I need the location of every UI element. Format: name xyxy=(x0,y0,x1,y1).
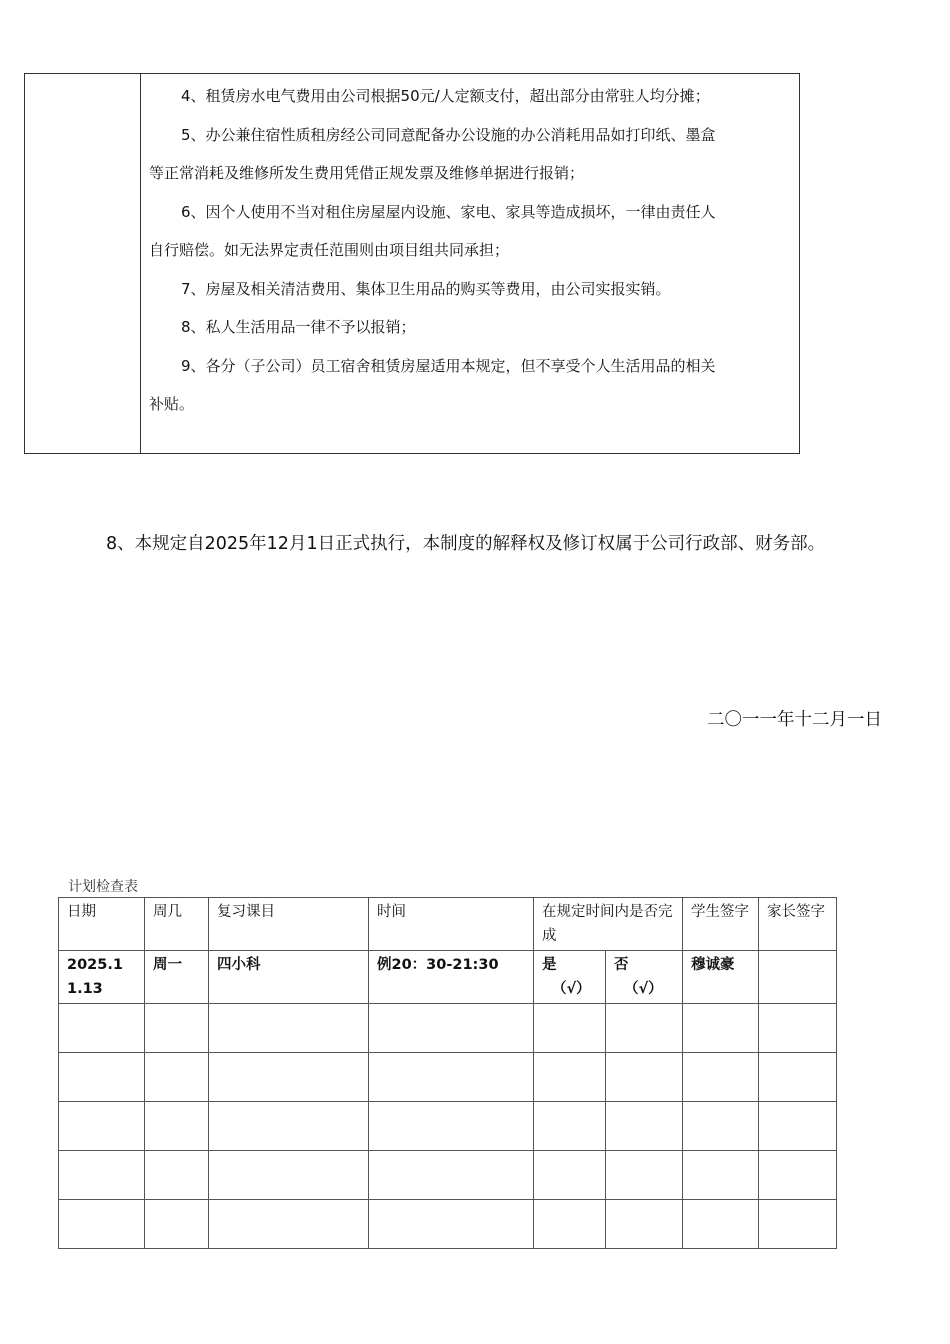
empty-cell xyxy=(59,1151,145,1200)
table-row-empty xyxy=(59,1102,837,1151)
header-parent-sign: 家长签字 xyxy=(759,898,837,951)
empty-cell xyxy=(145,1004,209,1053)
rules-table xyxy=(24,73,800,454)
empty-cell xyxy=(683,1004,759,1053)
empty-cell xyxy=(534,1053,606,1102)
empty-cell xyxy=(606,1004,683,1053)
empty-cell xyxy=(683,1151,759,1200)
cell-date: 2025.11.13 xyxy=(59,951,145,1004)
empty-cell xyxy=(369,1151,534,1200)
rule-line: 6、因个人使用不当对租住房屋屋内设施、家电、家具等造成损坏，一律由责任人 xyxy=(181,202,716,221)
empty-cell xyxy=(369,1053,534,1102)
header-date: 日期 xyxy=(59,898,145,951)
cell-no xyxy=(606,951,683,1004)
header-done: 在规定时间内是否完成 xyxy=(534,898,683,951)
rule-line: 补贴。 xyxy=(149,395,195,413)
rule-line: 4、租赁房水电气费用由公司根据50元/人定额支付，超出部分由常驻人均分摊； xyxy=(181,87,710,105)
empty-cell xyxy=(759,1102,837,1151)
empty-cell xyxy=(759,1200,837,1249)
cell-time: 例20：30-21:30 xyxy=(369,951,534,1004)
rule-line: 等正常消耗及维修所发生费用凭借正规发票及维修单据进行报销； xyxy=(149,164,585,182)
rule-line: 自行赔偿。如无法界定责任范围则由项目组共同承担； xyxy=(149,241,510,259)
rule-line: 8、私人生活用品一律不予以报销； xyxy=(181,318,416,336)
empty-cell xyxy=(145,1053,209,1102)
rule-line: 5、办公兼住宿性质租房经公司同意配备办公设施的办公消耗用品如打印纸、墨盒 xyxy=(181,125,716,144)
empty-cell xyxy=(369,1004,534,1053)
rule-line: 7、房屋及相关清洁费用、集体卫生用品的购买等费用，由公司实报实销。 xyxy=(181,279,671,298)
effective-clause: 8、本规定自2025年12月1日正式执行，本制度的解释权及修订权属于公司行政部、财务部。 xyxy=(106,534,826,554)
empty-cell xyxy=(606,1053,683,1102)
table-row-empty xyxy=(59,1053,837,1102)
cell-weekday: 周一 xyxy=(145,951,209,1004)
empty-cell xyxy=(534,1102,606,1151)
empty-cell xyxy=(59,1004,145,1053)
empty-cell xyxy=(759,1053,837,1102)
rules-content xyxy=(149,77,791,424)
rules-label-cell xyxy=(25,74,141,453)
cell-student-sign: 穆诚豪 xyxy=(683,951,759,1004)
empty-cell xyxy=(145,1151,209,1200)
table-row xyxy=(59,951,837,1004)
empty-cell xyxy=(209,1102,369,1151)
empty-cell xyxy=(369,1200,534,1249)
empty-cell xyxy=(606,1151,683,1200)
yes-label: 是 xyxy=(542,957,557,973)
cell-yes xyxy=(534,951,606,1004)
no-label: 否 xyxy=(614,957,629,973)
table-row-empty xyxy=(59,1200,837,1249)
empty-cell xyxy=(759,1151,837,1200)
no-check-mark: （√） xyxy=(624,981,663,997)
empty-cell xyxy=(534,1200,606,1249)
empty-cell xyxy=(369,1102,534,1151)
header-student-sign: 学生签字 xyxy=(683,898,759,951)
empty-cell xyxy=(683,1053,759,1102)
empty-cell xyxy=(759,1004,837,1053)
check-table-caption: 计划检查表 xyxy=(68,879,138,895)
empty-cell xyxy=(59,1053,145,1102)
empty-cell xyxy=(606,1200,683,1249)
rule-line: 9、各分（子公司）员工宿舍租赁房屋适用本规定，但不享受个人生活用品的相关 xyxy=(181,356,716,375)
empty-cell xyxy=(534,1151,606,1200)
empty-cell xyxy=(606,1102,683,1151)
table-row-empty xyxy=(59,1151,837,1200)
empty-cell xyxy=(209,1004,369,1053)
empty-cell xyxy=(209,1151,369,1200)
empty-cell xyxy=(683,1200,759,1249)
table-row-empty xyxy=(59,1004,837,1053)
cell-subject: 四小科 xyxy=(209,951,369,1004)
issue-date: 二〇一一年十二月一日 xyxy=(707,710,882,730)
cell-parent-sign xyxy=(759,951,837,1004)
empty-cell xyxy=(145,1102,209,1151)
table-header-row xyxy=(59,898,837,951)
header-time: 时间 xyxy=(369,898,534,951)
empty-cell xyxy=(534,1004,606,1053)
empty-cell xyxy=(683,1102,759,1151)
header-weekday: 周几 xyxy=(145,898,209,951)
check-table xyxy=(58,897,837,1249)
yes-check-mark: （√） xyxy=(552,981,591,997)
empty-cell xyxy=(59,1200,145,1249)
header-subject: 复习课目 xyxy=(209,898,369,951)
empty-cell xyxy=(209,1200,369,1249)
empty-cell xyxy=(59,1102,145,1151)
empty-cell xyxy=(145,1200,209,1249)
empty-cell xyxy=(209,1053,369,1102)
